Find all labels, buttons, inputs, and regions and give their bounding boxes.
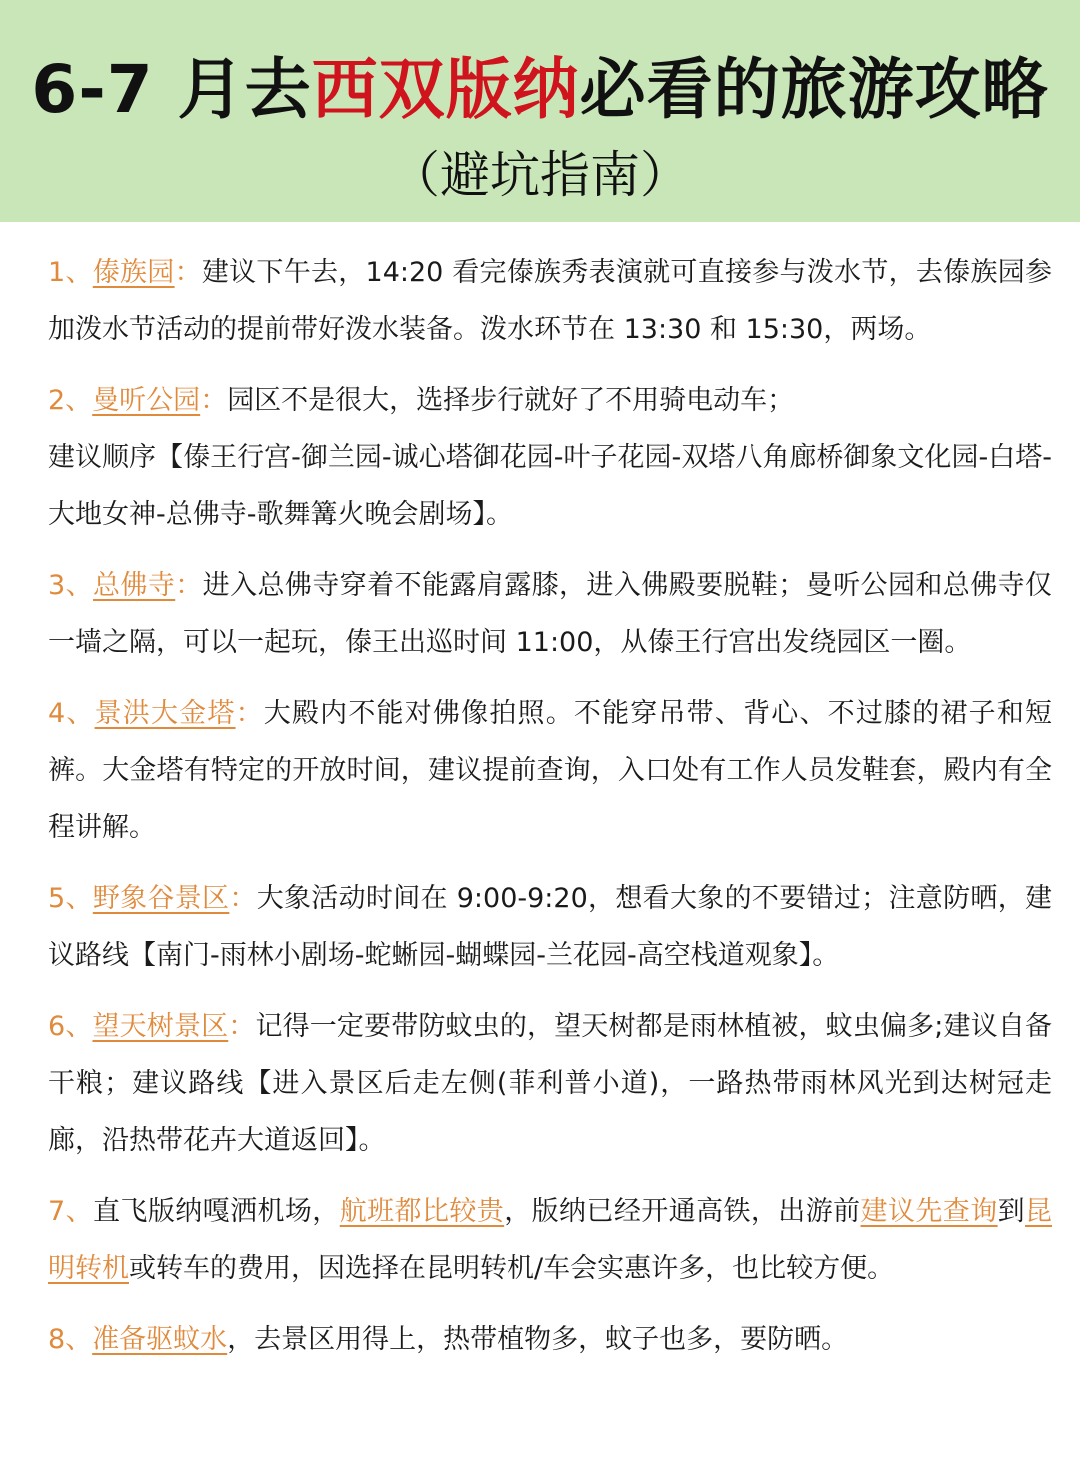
- tip-place-name: 曼听公园: [92, 385, 201, 416]
- tip-place-name: 总佛寺: [93, 570, 176, 601]
- tip-item-4: [48, 685, 1052, 856]
- tip-number: 6、: [48, 1011, 93, 1042]
- tip-text: ，版纳已经开通高铁，出游前: [504, 1196, 861, 1227]
- tip-item-7: [48, 1183, 1052, 1297]
- tip-text: 大象活动时间在 9:00-9:20，想看大象的不要错过；注意防晒，建议路线【南门-雨林小剧场-蛇蜥园-蝴蝶园-兰花园-高空栈道观象】。: [48, 883, 1053, 971]
- page-title: [0, 42, 1080, 138]
- tip-text: 进入总佛寺穿着不能露肩露膝，进入佛殿要脱鞋；曼听公园和总佛寺仅一墙之隔，可以一起玩，傣王出巡时间 11:00，从傣王行宫出发绕园区一圈。: [48, 570, 1053, 658]
- tip-item-1: [48, 244, 1052, 358]
- tip-place-name: 望天树景区: [92, 1011, 229, 1042]
- tip-text: 大殿内不能对佛像拍照。不能穿吊带、背心、不过膝的裙子和短裤。大金塔有特定的开放时间，建议提前查询，入口处有工作人员发鞋套，殿内有全程讲解。: [48, 698, 1053, 843]
- tips-list: [48, 244, 1052, 1382]
- title-prefix: 6-7 月去: [31, 51, 312, 128]
- tip-item-3: [48, 557, 1052, 671]
- tip-separator: ：: [235, 698, 264, 729]
- tip-item-2: [48, 372, 1052, 543]
- tip-text-route: 建议顺序【傣王行宫-御兰园-诚心塔御花园-叶子花园-双塔八角廊桥御象文化园-白塔-大地女神-总佛寺-歌舞篝火晚会剧场】。: [48, 442, 1052, 530]
- tip-number: 3、: [48, 570, 94, 601]
- tip-text: 记得一定要带防蚊虫的，望天树都是雨林植被，蚊虫偏多;建议自备干粮；建议路线【进入景区后走左侧(菲利普小道)，一路热带雨林风光到达树冠走廊，沿热带花卉大道返回】。: [48, 1011, 1053, 1156]
- tip-number: 1、: [48, 257, 93, 288]
- tip-keyword-flights: 航班都比较贵: [339, 1196, 505, 1227]
- tip-place-name: 景洪大金塔: [94, 698, 236, 729]
- tip-text: 直飞版纳嘎洒机场，: [93, 1196, 340, 1227]
- title-highlight: 西双版纳: [311, 51, 580, 128]
- tip-item-5: [48, 870, 1052, 984]
- title-suffix: 必看的旅游攻略: [579, 51, 1049, 128]
- tip-keyword-check: 建议先查询: [860, 1196, 998, 1227]
- tip-text: 或转车的费用，因选择在昆明转机/车会实惠许多，也比较方便。: [129, 1253, 895, 1284]
- tip-number: 4、: [48, 698, 95, 729]
- page-subtitle: （避坑指南）: [390, 146, 690, 204]
- tip-item-8: [48, 1311, 1052, 1368]
- tip-text: 园区不是很大，选择步行就好了不用骑电动车；: [227, 385, 795, 416]
- header-banner: [0, 0, 1080, 222]
- tip-separator: ：: [229, 883, 257, 914]
- tip-separator: ：: [174, 257, 202, 288]
- tip-keyword-repellent: 准备驱蚊水: [92, 1324, 228, 1355]
- tip-item-6: [48, 998, 1052, 1169]
- tip-text: ，去景区用得上，热带植物多，蚊子也多，要防晒。: [227, 1324, 849, 1355]
- tip-text: 到: [997, 1196, 1026, 1227]
- tip-separator: ：: [228, 1011, 256, 1042]
- tip-number: 2、: [48, 385, 93, 416]
- tip-number: 8、: [48, 1324, 93, 1355]
- tip-text: 建议下午去，14:20 看完傣族秀表演就可直接参与泼水节，去傣族园参加泼水节活动的提前带好泼水装备。泼水环节在 13:30 和 15:30，两场。: [48, 257, 1052, 345]
- tip-number: 7、: [48, 1196, 94, 1227]
- tip-number: 5、: [48, 883, 93, 914]
- tip-keyword-transfer: 昆明转机: [48, 1196, 1053, 1284]
- tip-place-name: 傣族园: [92, 257, 175, 288]
- tip-separator: ：: [200, 385, 228, 416]
- tip-separator: ：: [175, 570, 203, 601]
- tip-place-name: 野象谷景区: [92, 883, 230, 914]
